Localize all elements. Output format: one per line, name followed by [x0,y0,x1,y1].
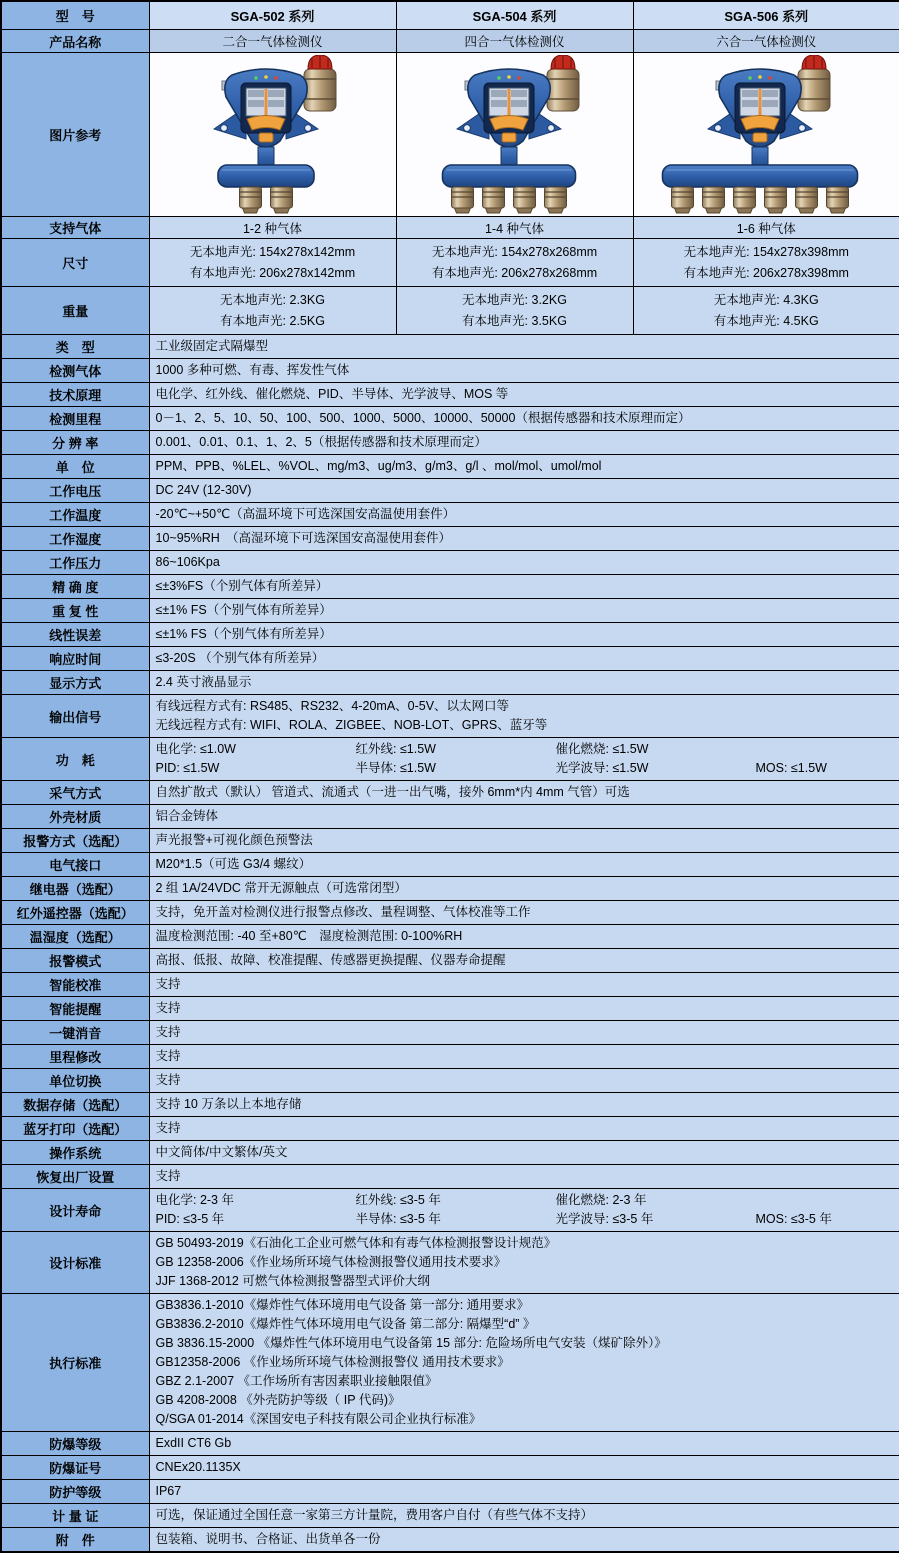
spec-row [1,1432,899,1456]
spec-row-label: 一键消音 [1,1021,149,1045]
spec-row-value [149,829,899,853]
model-row-label: 型 号 [1,1,149,30]
spec-line: GBZ 2.1-2007 《工作场所有害因素职业接触限值》 [156,1373,894,1390]
spec-line: 支持 [156,1000,894,1017]
spec-line: 支持 [156,976,894,993]
spec-row-value [149,1117,899,1141]
spec-row [1,901,899,925]
spec-line: 支持 [156,1120,894,1137]
spec-line: 2 组 1A/24VDC 常开无源触点（可选常闭型） [156,880,894,897]
spec-row-value [149,1069,899,1093]
spec-row-label: 红外遥控器（选配） [1,901,149,925]
spec-row [1,1294,899,1432]
spec-row-value [149,1045,899,1069]
spec-line: 有线远程方式有: RS485、RS232、4-20mA、0-5V、以太网口等 [156,698,894,715]
spec-row-value [149,503,899,527]
spec-row [1,853,899,877]
spec-line: GB 50493-2019《石油化工企业可燃气体和有毒气体检测报警设计规范》 [156,1235,894,1252]
spec-row [1,575,899,599]
spec-row-value [149,997,899,1021]
spec-row-value [149,383,899,407]
spec-row [1,997,899,1021]
spec-line: PID: ≤1.5W 半导体: ≤1.5W 光学波导: ≤1.5W MOS: ≤1.5W [156,760,894,777]
product-image-6gas [634,55,899,215]
spec-row [1,1069,899,1093]
spec-row-label: 单 位 [1,455,149,479]
spec-row-value [149,1021,899,1045]
spec-row-value [149,877,899,901]
spec-row-value [149,1232,899,1294]
spec-row [1,1528,899,1553]
spec-row-label: 外壳材质 [1,805,149,829]
weight-row [1,287,899,335]
spec-row-label: 重 复 性 [1,599,149,623]
size-row-label: 尺寸 [1,239,149,287]
spec-row-label: 功 耗 [1,738,149,781]
spec-line: ExdII CT6 Gb [156,1435,894,1452]
gas-sensor-cylinder [826,187,848,213]
spec-row-value [149,853,899,877]
spec-line: 自然扩散式（默认） 管道式、流通式（一进一出气嘴，接外 6mm*内 4mm 气管）可选 [156,784,894,801]
gas-sensor-cylinder [671,187,693,213]
spec-row [1,1093,899,1117]
spec-line: 可选，保证通过全国任意一家第三方计量院，费用客户自付（有些气体不支持） [156,1507,894,1524]
spec-line: 支持 [156,1024,894,1041]
spec-line: GB 12358-2006《作业场所环境气体检测报警仪通用技术要求》 [156,1254,894,1271]
spec-line: IP67 [156,1483,894,1500]
size-2: 无本地声光: 154x278x268mm 有本地声光: 206x278x268mm [396,239,633,287]
spec-row-label: 采气方式 [1,781,149,805]
spec-row [1,479,899,503]
spec-row [1,1165,899,1189]
spec-line: 中文简体/中文繁体/英文 [156,1144,894,1161]
spec-row-value [149,949,899,973]
spec-line: 电化学: 2-3 年 红外线: ≤3-5 年 催化燃烧: 2-3 年 [156,1192,894,1209]
spec-row-label: 报警方式（选配） [1,829,149,853]
gas-sensor-cylinder [240,187,262,213]
spec-row [1,1504,899,1528]
weight-2: 无本地声光: 3.2KG 有本地声光: 3.5KG [396,287,633,335]
product-row-label: 产品名称 [1,30,149,53]
spec-line: ≤3-20S （个别气体有所差异） [156,650,894,667]
spec-row-value [149,527,899,551]
product-name-1: 二合一气体检测仪 [149,30,396,53]
spec-row-label: 报警模式 [1,949,149,973]
spec-row-label: 智能校准 [1,973,149,997]
spec-row [1,1117,899,1141]
spec-row-value [149,623,899,647]
spec-row [1,925,899,949]
model-sga-506: SGA-506 系列 [633,1,899,30]
supported-gases-row [1,217,899,239]
spec-row-label: 附 件 [1,1528,149,1553]
spec-row-label: 设计标准 [1,1232,149,1294]
spec-line: 0.001、0.01、0.1、1、2、5（根据传感器和技术原理而定） [156,434,894,451]
spec-row [1,407,899,431]
spec-row-label: 检测里程 [1,407,149,431]
product-image-2gas [150,55,396,215]
gas-sensor-cylinder [513,187,535,213]
spec-row-label: 线性误差 [1,623,149,647]
sensor-manifold [442,147,575,213]
sensor-manifold [218,147,314,213]
spec-line: 支持，免开盖对检测仪进行报警点修改、量程调整、气体校准等工作 [156,904,894,921]
gas-detector-illustration [648,55,885,215]
spec-line: 温度检测范围: -40 至+80℃ 湿度检测范围: 0-100%RH [156,928,894,945]
image-row [1,53,899,217]
spec-row-value [149,738,899,781]
spec-row-value [149,551,899,575]
image-row-label: 图片参考 [1,53,149,217]
gas-sensor-cylinder [544,187,566,213]
spec-row-label: 温湿度（选配） [1,925,149,949]
spec-line: 1000 多种可燃、有毒、挥发性气体 [156,362,894,379]
spec-line: PID: ≤3-5 年 半导体: ≤3-5 年 光学波导: ≤3-5 年 MOS: ≤3-5 年 [156,1211,894,1228]
spec-row-value [149,1528,899,1553]
spec-line: GB3836.1-2010《爆炸性气体环境用电气设备 第一部分: 通用要求》 [156,1297,894,1314]
spec-row-value [149,1504,899,1528]
spec-row-label: 分 辨 率 [1,431,149,455]
spec-row [1,1045,899,1069]
spec-row [1,383,899,407]
spec-row-value [149,781,899,805]
spec-row-label: 类 型 [1,335,149,359]
spec-row-value [149,1189,899,1232]
spec-row-value [149,431,899,455]
spec-row-value [149,973,899,997]
spec-row-value [149,455,899,479]
spec-row [1,455,899,479]
spec-row-label: 防爆等级 [1,1432,149,1456]
model-row [1,1,899,30]
spec-row-value [149,1165,899,1189]
spec-row-label: 计 量 证 [1,1504,149,1528]
spec-line: 工业级固定式隔爆型 [156,338,894,355]
spec-row-label: 继电器（选配） [1,877,149,901]
spec-row-label: 防爆证号 [1,1456,149,1480]
spec-row [1,431,899,455]
spec-row [1,1021,899,1045]
spec-row [1,805,899,829]
spec-row-label: 显示方式 [1,671,149,695]
spec-row [1,695,899,738]
spec-row [1,1232,899,1294]
spec-row-label: 防护等级 [1,1480,149,1504]
gas-row-label: 支持气体 [1,217,149,239]
spec-row-value [149,359,899,383]
spec-row [1,1141,899,1165]
spec-line: 10~95%RH （高湿环境下可选深国安高湿使用套件） [156,530,894,547]
spec-row-value [149,479,899,503]
gas-sensor-cylinder [764,187,786,213]
gas-sensor-cylinder [733,187,755,213]
gas-sensor-cylinder [702,187,724,213]
weight-row-label: 重量 [1,287,149,335]
gas-count-2: 1-4 种气体 [396,217,633,239]
spec-row-label: 精 确 度 [1,575,149,599]
spec-line: 声光报警+可视化颜色预警法 [156,832,894,849]
spec-row-label: 操作系统 [1,1141,149,1165]
spec-row-value [149,575,899,599]
spec-row-label: 技术原理 [1,383,149,407]
spec-row-value [149,1432,899,1456]
gas-sensor-cylinder [271,187,293,213]
spec-row [1,877,899,901]
gas-count-1: 1-2 种气体 [149,217,396,239]
spec-line: 铝合金铸体 [156,808,894,825]
spec-row-label: 工作电压 [1,479,149,503]
spec-row [1,973,899,997]
spec-row-value [149,1141,899,1165]
spec-line: JJF 1368-2012 可燃气体检测报警器型式评价大纲 [156,1273,894,1290]
spec-line: 支持 [156,1168,894,1185]
sensor-manifold [662,147,857,213]
spec-row-value [149,647,899,671]
spec-line: 86~106Kpa [156,554,894,571]
spec-row [1,359,899,383]
spec-line: 支持 10 万条以上本地存储 [156,1096,894,1113]
spec-line: GB 3836.15-2000 《爆炸性气体环境用电气设备第 15 部分: 危险场所电气安装（煤矿除外）》 [156,1335,894,1352]
spec-line: CNEx20.1135X [156,1459,894,1476]
spec-row-label: 检测气体 [1,359,149,383]
weight-1: 无本地声光: 2.3KG 有本地声光: 2.5KG [149,287,396,335]
spec-line: 0－1、2、5、10、50、100、500、1000、5000、10000、50000（根据传感器和技术原理而定） [156,410,894,427]
spec-line: GB12358-2006 《作业场所环境气体检测报警仪 通用技术要求》 [156,1354,894,1371]
keypad [247,115,285,130]
spec-row [1,781,899,805]
spec-line: 电化学: ≤1.0W 红外线: ≤1.5W 催化燃烧: ≤1.5W [156,741,894,758]
model-sga-502: SGA-502 系列 [149,1,396,30]
spec-row [1,647,899,671]
gas-sensor-cylinder [451,187,473,213]
spec-row-value [149,1456,899,1480]
spec-row-label: 恢复出厂设置 [1,1165,149,1189]
spec-line: 包装箱、说明书、合格证、出货单各一份 [156,1531,894,1548]
spec-row-label: 工作压力 [1,551,149,575]
spec-row [1,829,899,853]
spec-line: DC 24V (12-30V) [156,482,894,499]
gas-sensor-cylinder [795,187,817,213]
spec-row [1,1189,899,1232]
spec-row [1,503,899,527]
product-name-2: 四合一气体检测仪 [396,30,633,53]
spec-row-value [149,1093,899,1117]
spec-row-label: 设计寿命 [1,1189,149,1232]
spec-line: Q/SGA 01-2014《深国安电子科技有限公司企业执行标准》 [156,1411,894,1428]
gas-detector-illustration [154,55,391,215]
size-row [1,239,899,287]
spec-row-value [149,1294,899,1432]
spec-row [1,335,899,359]
spec-row [1,738,899,781]
spec-row-label: 里程修改 [1,1045,149,1069]
spec-row-value [149,901,899,925]
spec-row-value [149,925,899,949]
gas-sensor-cylinder [482,187,504,213]
spec-line: 支持 [156,1072,894,1089]
product-image-4gas [397,55,633,215]
product-name-3: 六合一气体检测仪 [633,30,899,53]
spec-line: 无线远程方式有: WIFI、ROLA、ZIGBEE、NOB-LOT、GPRS、蓝牙等 [156,717,894,734]
spec-row [1,527,899,551]
spec-row [1,1456,899,1480]
spec-row-label: 电气接口 [1,853,149,877]
weight-3: 无本地声光: 4.3KG 有本地声光: 4.5KG [633,287,899,335]
spec-line: 电化学、红外线、催化燃烧、PID、半导体、光学波导、MOS 等 [156,386,894,403]
spec-line: 支持 [156,1048,894,1065]
spec-row [1,1480,899,1504]
spec-line: 高报、低报、故障、校准提醒、传感器更换提醒、仪器寿命提醒 [156,952,894,969]
spec-row [1,623,899,647]
spec-row-value [149,1480,899,1504]
spec-row [1,551,899,575]
spec-row-label: 输出信号 [1,695,149,738]
spec-line: -20℃~+50℃（高温环境下可选深国安高温使用套件） [156,506,894,523]
spec-row-value [149,335,899,359]
spec-row-label: 蓝牙打印（选配） [1,1117,149,1141]
spec-row-label: 单位切换 [1,1069,149,1093]
model-sga-504: SGA-504 系列 [396,1,633,30]
product-name-row [1,30,899,53]
spec-row-value [149,805,899,829]
keypad [741,115,779,130]
spec-row-label: 工作温度 [1,503,149,527]
spec-row [1,949,899,973]
spec-line: GB 4208-2008 《外壳防护等级（ IP 代码)》 [156,1392,894,1409]
spec-row-value [149,407,899,431]
spec-line: GB3836.2-2010《爆炸性气体环境用电气设备 第二部分: 隔爆型“d” 》 [156,1316,894,1333]
keypad [490,115,528,130]
gas-detector-illustration [397,55,634,215]
spec-row-value [149,695,899,738]
spec-row [1,599,899,623]
spec-row-value [149,599,899,623]
spec-line: PPM、PPB、%LEL、%VOL、mg/m3、ug/m3、g/m3、g/l 、mol/mol、umol/mol [156,458,894,475]
spec-line: ≤±1% FS（个别气体有所差异） [156,626,894,643]
spec-row-value [149,671,899,695]
spec-row [1,671,899,695]
spec-line: M20*1.5（可选 G3/4 螺纹） [156,856,894,873]
spec-row-label: 数据存储（选配） [1,1093,149,1117]
spec-line: ≤±3%FS（个别气体有所差异） [156,578,894,595]
spec-row-label: 执行标准 [1,1294,149,1432]
spec-row-label: 响应时间 [1,647,149,671]
spec-line: 2.4 英寸液晶显示 [156,674,894,691]
size-1: 无本地声光: 154x278x142mm 有本地声光: 206x278x142mm [149,239,396,287]
spec-row-label: 工作湿度 [1,527,149,551]
spec-line: ≤±1% FS（个别气体有所差异） [156,602,894,619]
spec-row-label: 智能提醒 [1,997,149,1021]
gas-count-3: 1-6 种气体 [633,217,899,239]
size-3: 无本地声光: 154x278x398mm 有本地声光: 206x278x398mm [633,239,899,287]
